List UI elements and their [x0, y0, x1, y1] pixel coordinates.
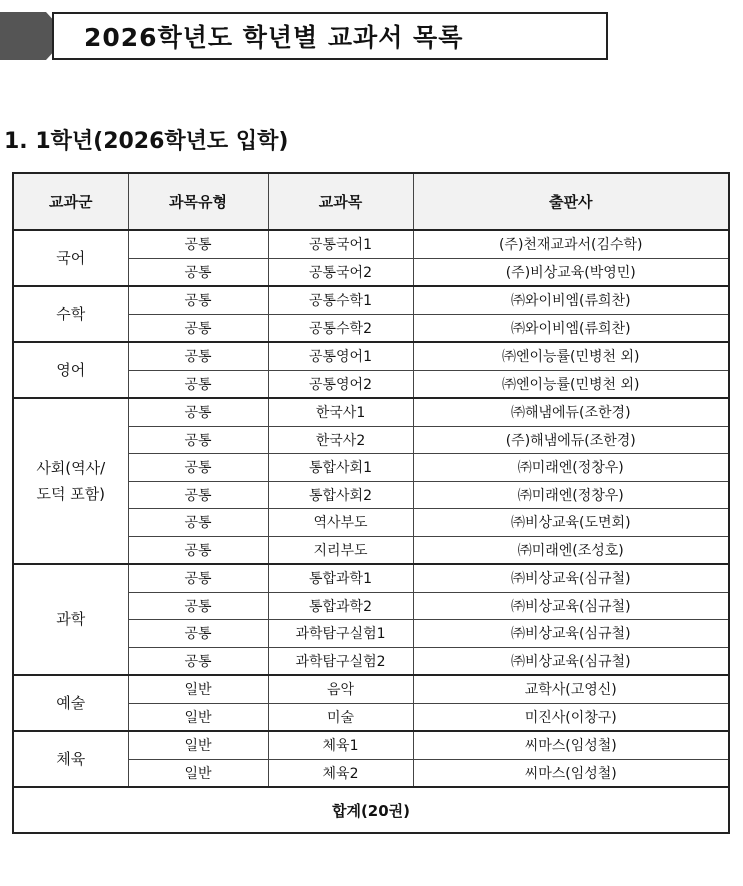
publisher-cell: ㈜비상교육(심규철) [413, 620, 729, 648]
course-type-cell: 공통 [128, 536, 268, 564]
subject-cell: 과학탐구실험1 [268, 620, 413, 648]
course-type-cell: 공통 [128, 592, 268, 620]
publisher-cell: 씨마스(임성철) [413, 731, 729, 759]
subject-cell: 통합과학2 [268, 592, 413, 620]
course-type-cell: 공통 [128, 564, 268, 592]
subject-group-cell: 과학 [13, 564, 128, 675]
course-type-cell: 공통 [128, 370, 268, 398]
subject-group-cell: 예술 [13, 675, 128, 731]
subject-cell: 지리부도 [268, 536, 413, 564]
subject-group-cell: 체육 [13, 731, 128, 787]
subject-cell: 공통영어2 [268, 370, 413, 398]
subject-cell: 미술 [268, 703, 413, 731]
course-type-cell: 공통 [128, 426, 268, 454]
publisher-cell: (주)비상교육(박영민) [413, 258, 729, 286]
course-type-cell: 공통 [128, 314, 268, 342]
publisher-cell: ㈜비상교육(도면회) [413, 509, 729, 537]
subject-group-cell: 국어 [13, 230, 128, 286]
table-row [13, 342, 729, 370]
course-type-cell: 공통 [128, 647, 268, 675]
course-type-cell: 공통 [128, 481, 268, 509]
publisher-cell: ㈜미래엔(조성호) [413, 536, 729, 564]
subject-cell: 한국사1 [268, 398, 413, 426]
subject-group-cell: 영어 [13, 342, 128, 398]
table-row [13, 230, 729, 258]
publisher-cell: 씨마스(임성철) [413, 759, 729, 787]
subject-cell: 통합사회1 [268, 454, 413, 482]
course-type-cell: 일반 [128, 703, 268, 731]
publisher-cell: ㈜미래엔(정창우) [413, 454, 729, 482]
publisher-cell: 교학사(고영신) [413, 675, 729, 703]
course-type-cell: 일반 [128, 759, 268, 787]
subject-cell: 과학탐구실험2 [268, 647, 413, 675]
publisher-cell: ㈜비상교육(심규철) [413, 592, 729, 620]
subject-cell: 체육1 [268, 731, 413, 759]
subject-cell: 공통수학2 [268, 314, 413, 342]
subject-cell: 공통수학1 [268, 286, 413, 314]
publisher-cell: 미진사(이창구) [413, 703, 729, 731]
page-title: 2026학년도 학년별 교과서 목록 [84, 23, 464, 52]
header-publisher: 출판사 [413, 173, 729, 230]
subject-group-cell: 사회(역사/ 도덕 포함) [13, 398, 128, 564]
total-row: 합계(20권) [13, 787, 729, 833]
subject-cell: 역사부도 [268, 509, 413, 537]
table-row [13, 675, 729, 703]
header-subject-group: 교과군 [13, 173, 128, 230]
course-type-cell: 공통 [128, 286, 268, 314]
subject-cell: 한국사2 [268, 426, 413, 454]
course-type-cell: 공통 [128, 398, 268, 426]
title-box [52, 12, 608, 60]
publisher-cell: ㈜엔이능률(민병천 외) [413, 342, 729, 370]
publisher-cell: ㈜엔이능률(민병천 외) [413, 370, 729, 398]
publisher-cell: ㈜해냄에듀(조한경) [413, 398, 729, 426]
course-type-cell: 일반 [128, 675, 268, 703]
subject-group-cell: 수학 [13, 286, 128, 342]
subject-cell: 체육2 [268, 759, 413, 787]
publisher-cell: ㈜미래엔(정창우) [413, 481, 729, 509]
publisher-cell: ㈜와이비엠(류희찬) [413, 286, 729, 314]
publisher-cell: (주)해냄에듀(조한경) [413, 426, 729, 454]
subject-cell: 공통영어1 [268, 342, 413, 370]
subject-cell: 통합과학1 [268, 564, 413, 592]
publisher-cell: ㈜비상교육(심규철) [413, 564, 729, 592]
table-row [13, 731, 729, 759]
course-type-cell: 공통 [128, 454, 268, 482]
subject-cell: 통합사회2 [268, 481, 413, 509]
table-row [13, 286, 729, 314]
course-type-cell: 공통 [128, 509, 268, 537]
table-body [13, 230, 729, 787]
publisher-cell: ㈜와이비엠(류희찬) [413, 314, 729, 342]
header-course-type: 과목유형 [128, 173, 268, 230]
textbook-table [12, 172, 730, 834]
header-subject: 교과목 [268, 173, 413, 230]
table-header [13, 173, 729, 230]
table-row [13, 564, 729, 592]
course-type-cell: 공통 [128, 258, 268, 286]
course-type-cell: 공통 [128, 342, 268, 370]
course-type-cell: 공통 [128, 620, 268, 648]
publisher-cell: (주)천재교과서(김수학) [413, 230, 729, 258]
course-type-cell: 공통 [128, 230, 268, 258]
section-heading: 1. 1학년(2026학년도 입학) [4, 129, 289, 154]
subject-cell: 음악 [268, 675, 413, 703]
subject-cell: 공통국어1 [268, 230, 413, 258]
publisher-cell: ㈜비상교육(심규철) [413, 647, 729, 675]
table-row [13, 398, 729, 426]
subject-cell: 공통국어2 [268, 258, 413, 286]
course-type-cell: 일반 [128, 731, 268, 759]
